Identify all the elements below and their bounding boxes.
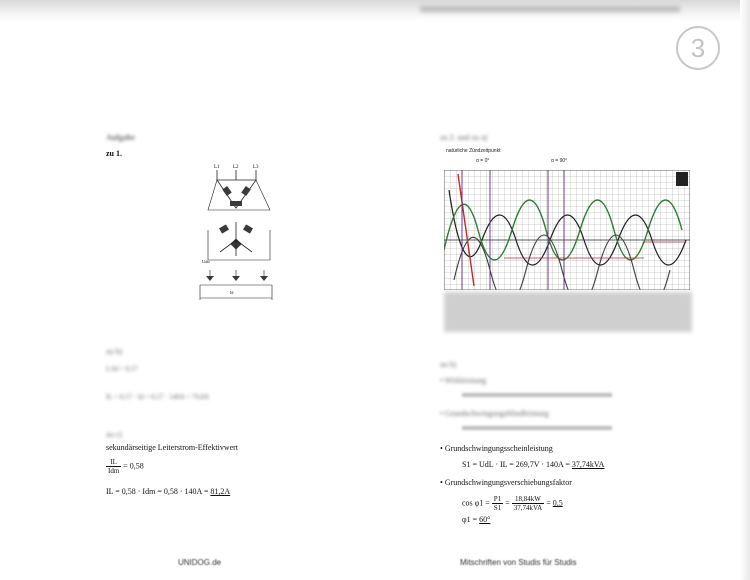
bullet1-title: • Wirkleistung — [440, 376, 487, 385]
marker-alpha-0: α = 0° — [476, 158, 490, 164]
bullet4-formula: cos φ1 = $\frac{P1}{S1}$ = $\frac{18,84kW}{\text{37,74kVA}}$ = 0,5 — [462, 495, 563, 512]
bullet2-title: • Grundschwingungsblindleistung — [440, 409, 549, 418]
graph-legend — [676, 172, 688, 186]
bullet3-title-text: Grundschwingungsscheinleistung — [444, 444, 553, 453]
phi-lhs: φ1 = — [462, 515, 480, 524]
blurred-heading-right: zu 2. und zu a) — [440, 133, 488, 142]
label-l3: L3 — [253, 165, 259, 170]
phi-result: 60° — [479, 515, 491, 524]
right-edge-shadow — [740, 0, 750, 580]
bullet4-title-text: Grundschwingungsverschiebungsfaktor — [444, 478, 572, 487]
c-eq-lhs: IL = 0,58 · Idm = 0,58 · 140A = — [106, 487, 211, 496]
bullet3-result: 37,74kVA — [571, 460, 605, 469]
bullet4-mid: = — [505, 498, 512, 508]
bullet1-formula-blur — [462, 393, 612, 397]
bullet3-formula-text: S1 = UdL · IL = 269,7V · 140A = — [462, 460, 572, 469]
bullet4-num: P1 — [493, 495, 502, 503]
b-heading-right: zu b) — [440, 360, 457, 369]
bullet4-num2: 18,84kW — [512, 495, 544, 504]
c-ratio-val: = 0,58 — [123, 461, 144, 471]
footer-right: Mitschriften von Studis für Studis — [460, 558, 577, 567]
c-ratio — [106, 458, 144, 475]
label-l2: L2 — [233, 165, 239, 170]
label-udc: Udo — [202, 259, 210, 264]
page-number-stamp: 3 — [676, 26, 720, 70]
blurred-heading: Aufgabe — [106, 133, 135, 142]
bullet3-title: • Grundschwingungsscheinleistung — [440, 444, 553, 453]
bullet4-title: • Grundschwingungsverschiebungsfaktor — [440, 478, 572, 487]
svg-text:Id: Id — [230, 290, 234, 295]
graph-label: natürliche Zündzeitpunkt — [446, 148, 501, 154]
marker-alpha-90: α = 90° — [551, 158, 568, 164]
c-ratio-num: IL — [106, 458, 121, 467]
bullet4-lhs: cos φ1 = — [462, 498, 492, 508]
c-ratio-den: Idm — [108, 467, 120, 475]
phi-equation — [462, 515, 490, 524]
label-l1: L1 — [214, 165, 220, 170]
c-equation — [106, 487, 230, 496]
bullet3-formula — [462, 460, 604, 469]
bullet4-den: S1 — [493, 504, 502, 512]
section-heading: zu 1. — [106, 149, 122, 158]
b-formula-1: L/Id = 0,57 — [106, 365, 138, 373]
c-text: sekundärseitige Leiterstrom-Effektivwert — [106, 443, 239, 452]
footer-left: UNIDOG.de — [178, 558, 222, 567]
b-formula-2: IL = 0,57 · Id = 0,57 · 140A = 79,8A — [106, 393, 210, 401]
b-heading: zu b) — [106, 347, 123, 356]
waveform-graph — [444, 170, 690, 290]
top-shadow — [0, 0, 750, 22]
bullet4-result: 0,5 — [552, 498, 563, 508]
blurred-table — [444, 292, 692, 332]
c-eq-result: 81,2A — [210, 487, 231, 496]
bullet2-formula-blur — [462, 426, 612, 430]
transformer-circuit-diagram — [190, 160, 280, 310]
bullet4-den2: 37,74kVA — [513, 504, 543, 512]
c-heading: zu c) — [106, 430, 122, 439]
